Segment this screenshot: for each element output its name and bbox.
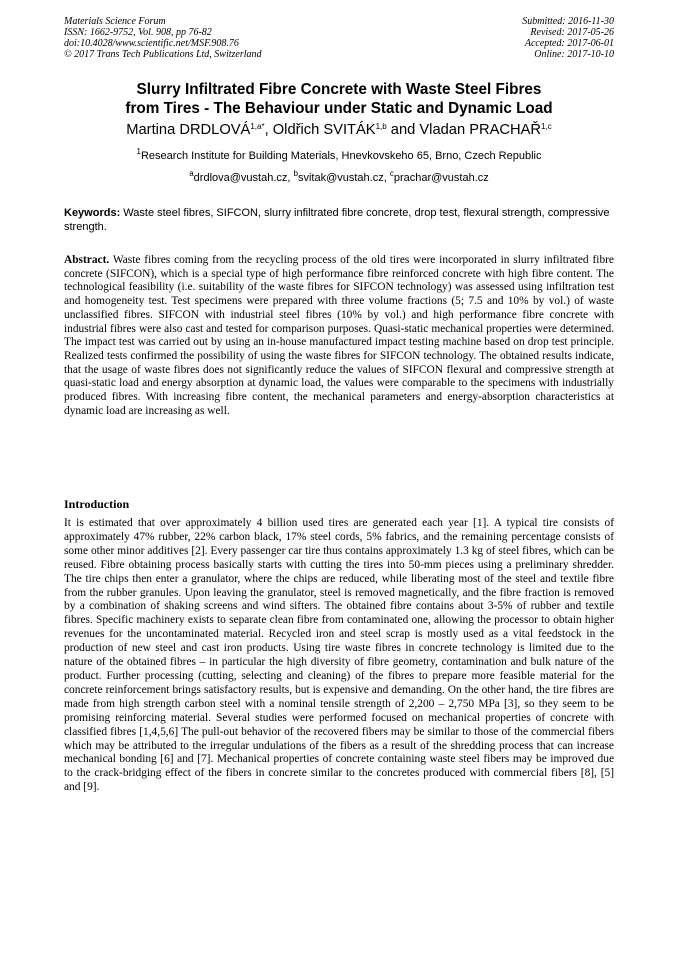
introduction-body: It is estimated that over approximately 4 billion used tires are generated each year [1]. A typical tire consists of approximately 47% rubber, 22% carbon black, 17% steel cords, 5% fabrics, and the remaining percentage consists of some other minor additives [2]. Every passenger car tire thus contains approximately 1.3 kg of steel fibres, which can be reused. Fibre obtaining process basically starts with cutting the tires into 50-mm pieces using a preliminary shredder. The tire chips then enter a granulator, where the chips are reduced, while liberating most of the steel and textile fibre from the rubber granules. Upon leaving the granulator, steel is removed magnetically, and the fibre fraction is removed by a combination of shaking screens and wind sifters. The obtained fibre contains about 3-5% of rubber and textile fibres. Specific machinery exists to separate clean fibre from contaminated one, allowing the processor to obtain higher revenues for the uncontaminated material. Recycled iron and steel scrap is mostly used as a vital feedstock in the production of new steel and cast iron products. Using tire waste fibres in concrete technology is limited due to the nature of the obtained fibres – in particular the high diversity of fibre geometry, contamination and bulk nature of the product. Further processing (cutting, selecting and cleaning) of the fibres to prepare more feasible material for the concrete reinforcement brings satisfactory results, but is expensive and demanding. On the other hand, the tire fibres are made from high strength carbon steel with a nominal tensile strength of 2,200 – 2,750 MPa [3], so they seem to be promising reinforcing material. Several studies were performed focused on mechanical properties of concrete with classified fibres [1,4,5,6] The pull-out behavior of the recovered fibers may be similar to those of the commercial fibers which may be attributed to the irregular undulations of the fibers as a result of the shredding process that can increase mechanical bonding [6] and [7]. Mechanical properties of concrete containing waste steel fibers may be improved due to the crack-bridging effect of the fibers in concrete similar to the concretes produced with commercial fibers [8], [5] and [9]. [64, 517, 614, 794]
header-publication-info [64, 16, 262, 60]
abstract-label: Abstract. [64, 254, 110, 266]
keywords-label: Keywords: [64, 207, 121, 219]
email-marker-b: b [293, 169, 298, 178]
revised-date: Revised: 2017-05-26 [530, 27, 614, 38]
author-2-affiliation: 1,b [375, 122, 387, 131]
journal-name: Materials Science Forum [64, 16, 166, 27]
title-line-1: Slurry Infiltrated Fibre Concrete with Waste Steel Fibres [136, 81, 542, 98]
email-a: drdlova@vustah.cz, [193, 172, 294, 184]
author-list [30, 121, 648, 139]
email-marker-a: a [189, 169, 194, 178]
affiliation [30, 147, 648, 163]
author-emails [30, 169, 648, 185]
introduction-heading: Introduction [64, 497, 130, 511]
abstract [64, 254, 614, 418]
email-b: svitak@vustah.cz, [297, 172, 390, 184]
author-2: Oldřich SVITÁK [272, 122, 376, 138]
author-3: Vladan PRACHAŘ [419, 122, 542, 138]
header-dates [522, 16, 614, 60]
title-line-2: from Tires - The Behaviour under Static and Dynamic Load [125, 100, 553, 117]
affiliation-marker: 1 [136, 147, 141, 156]
copyright-line: © 2017 Trans Tech Publications Ltd, Switzerland [64, 49, 262, 60]
issn-line: ISSN: 1662-9752, Vol. 908, pp 76-82 [64, 27, 212, 38]
keywords [64, 206, 614, 234]
author-3-affiliation: 1,c [541, 122, 552, 131]
doi-line: doi:10.4028/www.scientific.net/MSF.908.76 [64, 38, 239, 49]
keywords-text: Waste steel fibres, SIFCON, slurry infiltrated fibre concrete, drop test, flexural strength, compressive strength. [64, 207, 610, 233]
submitted-date: Submitted: 2016-11-30 [522, 16, 614, 27]
accepted-date: Accepted: 2017-06-01 [524, 38, 614, 49]
author-1: Martina DRDLOVÁ [126, 122, 251, 138]
affiliation-text: Research Institute for Building Materials, Hnevkovskeho 65, Brno, Czech Republic [140, 150, 542, 162]
paper-title [40, 80, 638, 118]
author-1-affiliation: 1,a* [250, 122, 265, 131]
email-c: prachar@vustah.cz [393, 172, 489, 184]
online-date: Online: 2017-10-10 [534, 49, 614, 60]
author-separator: , [264, 122, 273, 138]
author-separator: and [386, 122, 420, 138]
abstract-text: Waste fibres coming from the recycling process of the old tires were incorporated in slurry infiltrated fibre concrete (SIFCON), which is a special type of high performance fibre reinforced concrete with high fibre content. The technological feasibility (i.e. suitability of the waste fibres for SIFCON technology) was assessed using infiltration test and homogeneity test. Test specimens were prepared with three volume fractions (5; 7.5 and 10% by vol.) of waste unclassified fibres. SIFCON with industrial steel fibres (10% by vol.) and high performance fibre concrete with industrial fibres were also cast and tested for comparison purposes. Quasi-static mechanical properties were determined. The impact test was carried out by using an in-house manufactured impact testing machine based on drop test principle. Realized tests confirmed the possibility of using the waste fibres for SIFCON technology. The obtained results indicate, that the usage of waste fibres does not significantly reduce the values of SIFCON flexural and compressive strength at quasi-static load and energy absorption at dynamic load, the values were comparable to the specimens with industrially produced fibres. With increasing fibre content, the mechanical parameters and energy-absorption characteristics at dynamic load are increasing as well. [64, 254, 614, 417]
email-marker-c: c [389, 169, 394, 178]
